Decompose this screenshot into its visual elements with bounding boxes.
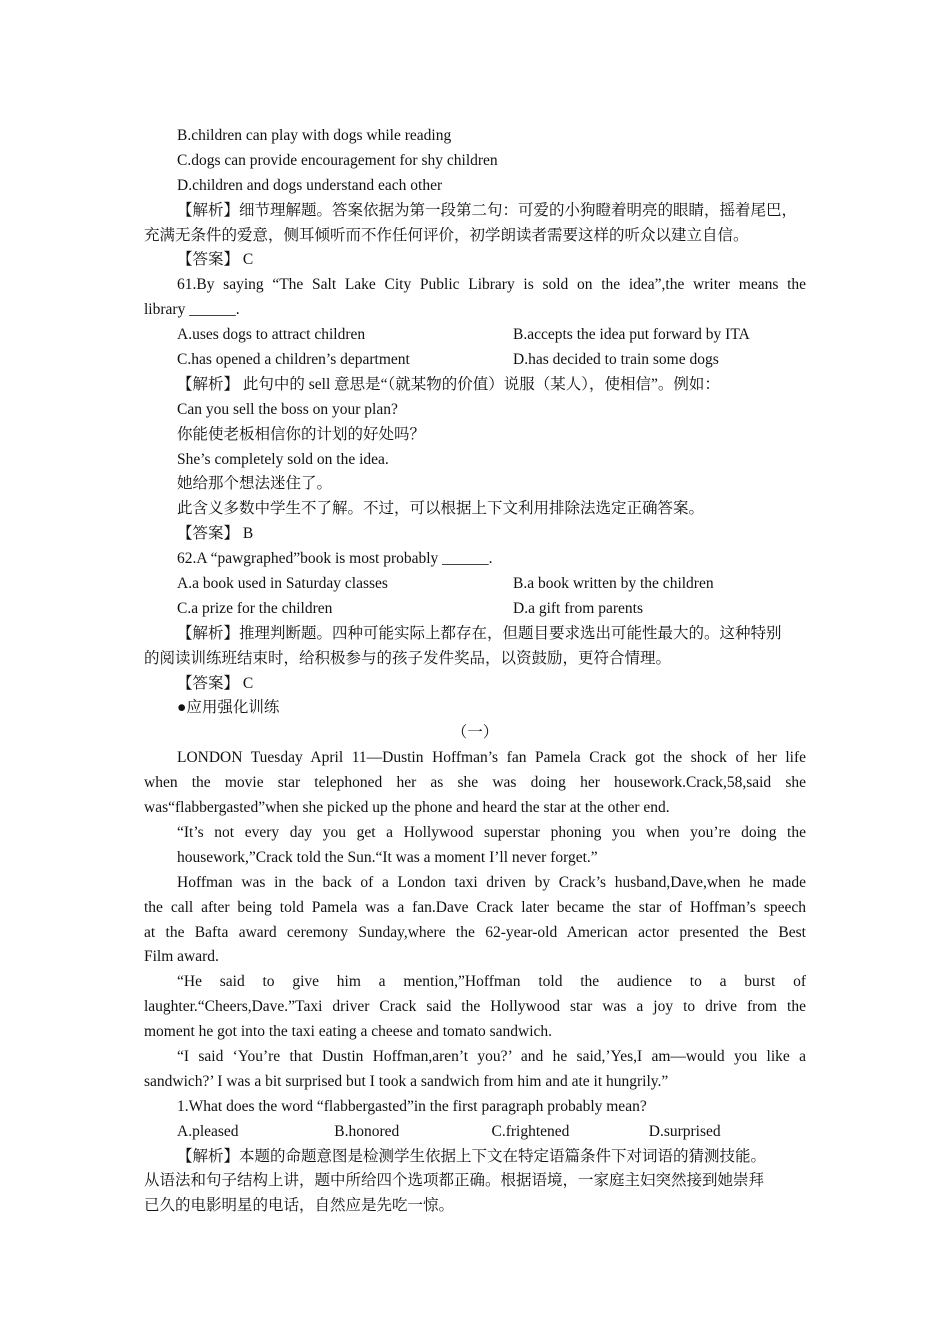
- q61-question-line: 61.By saying “The Salt Lake City Public Library is sold on the idea”,the writer means the: [177, 276, 806, 294]
- q62-option-c: C.a prize for the children: [177, 599, 333, 617]
- q60-option-d: D.children and dogs understand each other: [177, 176, 443, 194]
- q61-question-line: library ______.: [144, 301, 240, 319]
- passage-p4-line: laughter.“Cheers,Dave.”Taxi driver Crack said the Hollywood star was a joy to drive from the: [144, 998, 806, 1016]
- q61-analysis-line: She’s completely sold on the idea.: [177, 450, 389, 468]
- q60-option-c: C.dogs can provide encouragement for shy children: [177, 151, 498, 169]
- q61-options-row: [144, 323, 806, 348]
- q62-option-b: B.a book written by the children: [513, 575, 714, 593]
- passage-p3-line: Hoffman was in the back of a London taxi driven by Crack’s husband,Dave,when he made: [177, 873, 806, 891]
- q1-option-c: C.frightened: [491, 1122, 570, 1140]
- q61-options-row: [144, 348, 806, 373]
- q1-option-b: B.honored: [334, 1122, 400, 1140]
- q1-options-row: [144, 1120, 806, 1145]
- q1-option-d: D.surprised: [648, 1122, 721, 1140]
- q1-analysis-line: 已久的电影明星的电话，自然应是先吃一惊。: [144, 1197, 455, 1215]
- q61-option-b: B.accepts the idea put forward by ITA: [513, 326, 750, 344]
- section-part-label: （一）: [451, 724, 499, 742]
- passage-p1-line: when the movie star telephoned her as she was doing her housework.Crack,58,said she: [144, 774, 806, 792]
- passage-p5-line: sandwich?’ I was a bit surprised but I took a sandwich from him and ate it hungrily.”: [144, 1072, 669, 1090]
- passage-p4-line: moment he got into the taxi eating a cheese and tomato sandwich.: [144, 1023, 553, 1041]
- passage-p2-line: “It’s not every day you get a Hollywood superstar phoning you when you’re doing the: [177, 823, 806, 841]
- section-heading: ●应用强化训练: [177, 699, 280, 717]
- passage-p4-line: “He said to give him a mention,”Hoffman told the audience to a burst of: [177, 973, 806, 991]
- q62-option-d: D.a gift from parents: [513, 599, 643, 617]
- q61-analysis-line: 你能使老板相信你的计划的好处吗？: [177, 425, 426, 443]
- passage-p1-line: was“flabbergasted”when she picked up the phone and heard the star at the other end.: [144, 799, 670, 817]
- q61-analysis-line: 此含义多数中学生不了解。不过，可以根据上下文利用排除法选定正确答案。: [177, 500, 705, 518]
- q60-answer: 【答案】 C: [177, 251, 254, 269]
- passage-p1-line: LONDON Tuesday April 11—Dustin Hoffman’s fan Pamela Crack got the shock of her life: [177, 749, 806, 767]
- q62-option-a: A.a book used in Saturday classes: [177, 575, 388, 593]
- q61-option-c: C.has opened a children’s department: [177, 351, 410, 369]
- q1-question: 1.What does the word “flabbergasted”in the first paragraph probably mean?: [177, 1097, 647, 1115]
- q1-analysis-line: 【解析】本题的命题意图是检测学生依据上下文在特定语篇条件下对词语的猜测技能。: [177, 1147, 767, 1165]
- q62-analysis-line: 的阅读训练班结束时，给积极参与的孩子发件奖品，以资鼓励，更符合情理。: [144, 649, 672, 667]
- passage-p3-line: Film award.: [144, 948, 219, 966]
- q1-option-a: A.pleased: [177, 1122, 239, 1140]
- q62-answer: 【答案】 C: [177, 674, 254, 692]
- q62-question: 62.A “pawgraphed”book is most probably ______.: [177, 550, 493, 568]
- q61-analysis-line: 她给那个想法迷住了。: [177, 475, 333, 493]
- passage-p2-line: housework,”Crack told the Sun.“It was a moment I’ll never forget.”: [177, 848, 598, 866]
- passage-p5-line: “I said ‘You’re that Dustin Hoffman,aren’t you?’ and he said,’Yes,I am—would you like a: [177, 1047, 806, 1065]
- q60-analysis-line: 【解析】细节理解题。答案依据为第一段第二句：可爱的小狗瞪着明亮的眼睛，摇着尾巴，: [177, 201, 798, 219]
- q60-analysis-line: 充满无条件的爱意，侧耳倾听而不作任何评价，初学朗读者需要这样的听众以建立自信。: [144, 226, 749, 244]
- passage-p3-line: at the Bafta award ceremony Sunday,where the 62-year-old American actor presented the Best: [144, 923, 806, 941]
- q61-analysis-line: 【解析】 此句中的 sell 意思是“（就某物的价值）说服（某人），使相信”。例如：: [177, 375, 720, 393]
- document-page: [144, 124, 806, 1219]
- q62-options-row: [144, 597, 806, 622]
- passage-p3-line: the call after being told Pamela was a fan.Dave Crack later became the star of Hoffman’s speech: [144, 898, 806, 916]
- q1-analysis-line: 从语法和句子结构上讲，题中所给四个选项都正确。根据语境，一家庭主妇突然接到她崇拜: [144, 1172, 765, 1190]
- q61-option-d: D.has decided to train some dogs: [513, 351, 719, 369]
- q60-option-b: B.children can play with dogs while reading: [177, 127, 452, 144]
- q61-option-a: A.uses dogs to attract children: [177, 326, 366, 344]
- q61-answer: 【答案】 B: [177, 525, 254, 543]
- q61-analysis-line: Can you sell the boss on your plan?: [177, 400, 398, 418]
- q62-analysis-line: 【解析】推理判断题。四种可能实际上都存在，但题目要求选出可能性最大的。这种特别: [177, 624, 782, 642]
- q62-options-row: [144, 572, 806, 597]
